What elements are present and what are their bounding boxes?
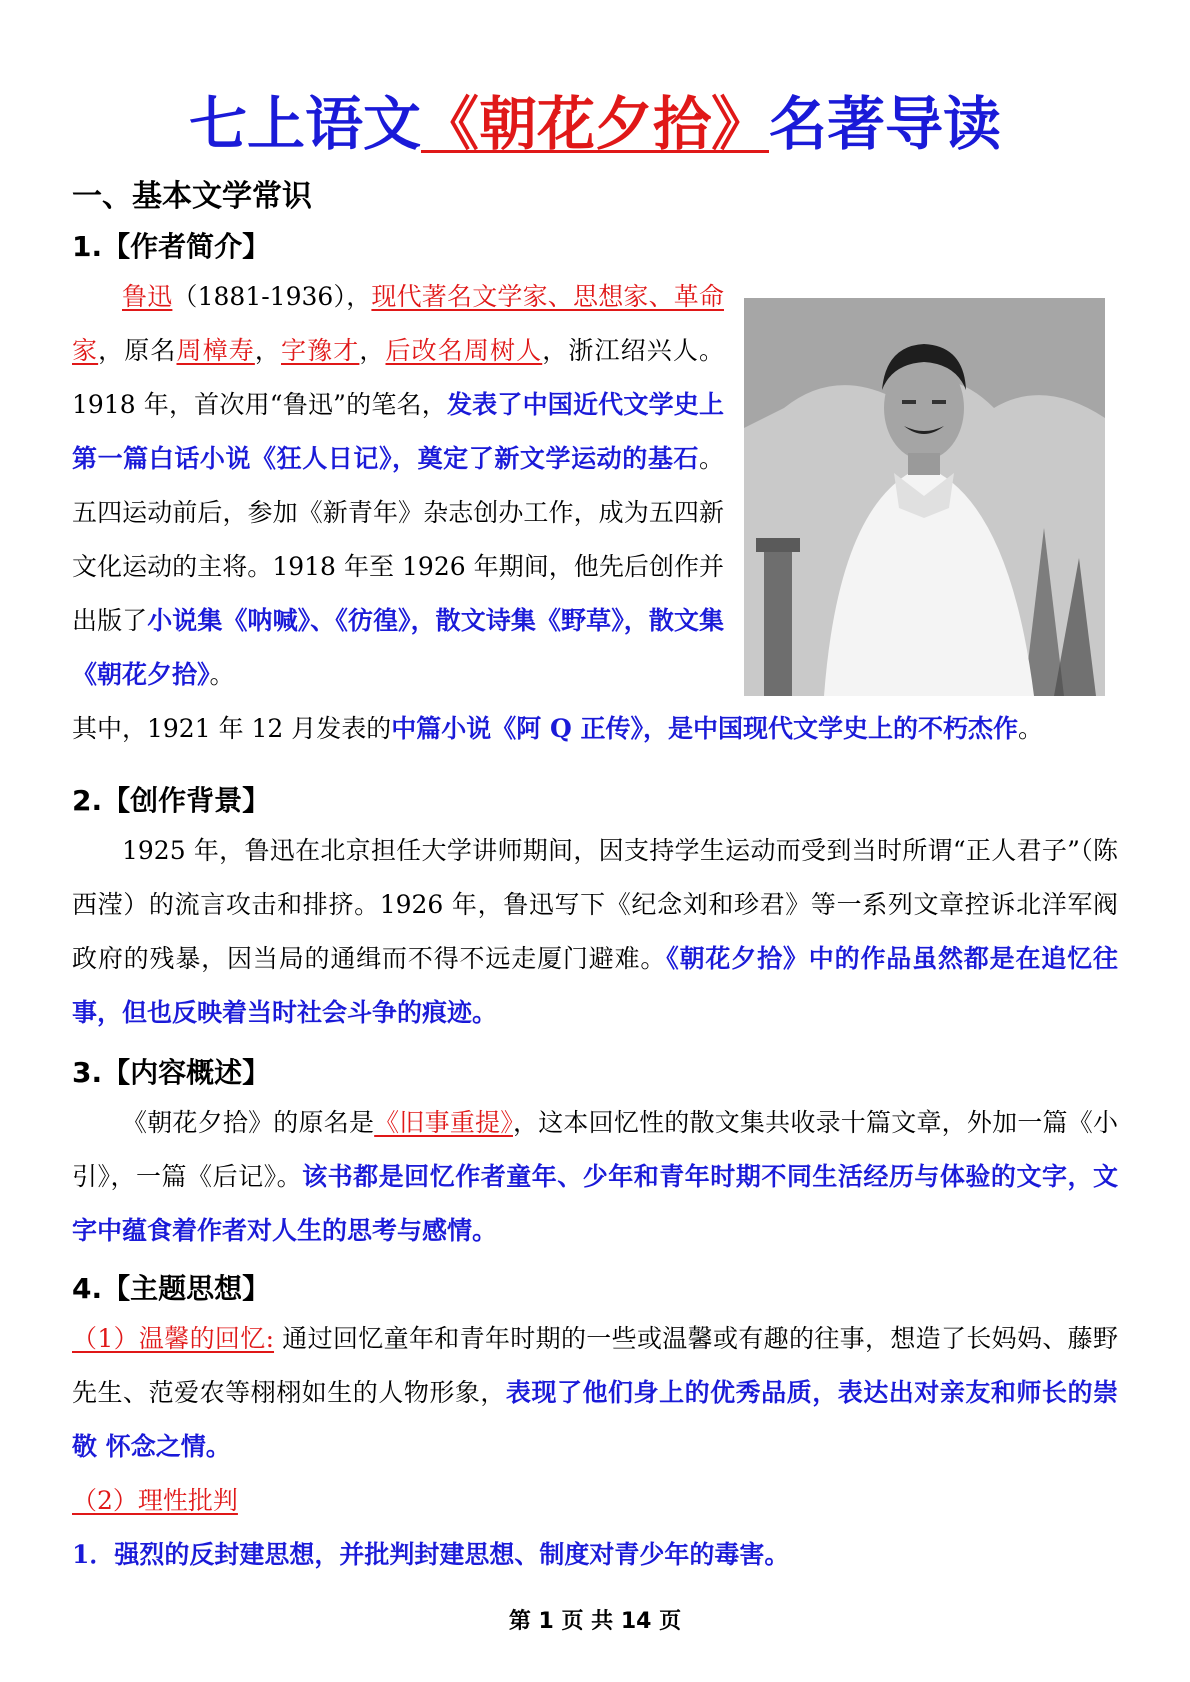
page-footer: 第 1 页 共 14 页 [508,1609,682,1634]
author-portrait [744,298,1105,696]
title-suffix: 名著导读 [769,90,1002,158]
author-highlight-3: 中篇小说《阿 Q 正传》，是中国现代文学史上的不朽杰作 [391,714,1018,743]
author-paragraph-end: 其中，1921 年 12 月发表的中篇小说《阿 Q 正传》，是中国现代文学史上的不朽杰作。 [72,714,1043,743]
theme-section-2 [72,1474,1118,1528]
section-heading-basic: 一、基本文学常识 [72,179,312,214]
author-highlight-2: 小说集《呐喊》、《彷徨》，散文诗集《野草》，散文集《朝花夕拾》 [72,606,724,689]
title-prefix: 七上语文 [188,90,421,158]
portrait-illustration [744,298,1105,696]
theme-label-2: （2）理性批判 [72,1486,238,1515]
page-title [0,88,1190,160]
theme-highlight-1: 表现了他们身上的优秀品质，表达出对亲友和师长的崇敬 怀念之情。 [72,1378,1118,1461]
theme-section-1: （1）温馨的回忆: 通过回忆童年和青年时期的一些或温馨或有趣的往事，想造了长妈妈、藤野先生、范爱农等栩栩如生的人物形象，表现了他们身上的优秀品质，表达出对亲友和师长的崇敬 怀念之情。 [72,1324,1118,1461]
heading-theme: 4.【主题思想】 [72,1272,271,1305]
heading-summary: 3.【内容概述】 [72,1056,271,1089]
summary-highlight: 该书都是回忆作者童年、少年和青年时期不同生活经历与体验的文字，文字中蕴食着作者对人生的思考与感情。 [72,1162,1118,1245]
author-highlight-1: 发表了中国近代文学史上第一篇白话小说《狂人日记》，奠定了新文学运动的基石 [72,390,724,473]
title-book: 《朝花夕拾》 [420,90,769,158]
original-title: 《旧事重提》 [374,1108,513,1137]
later-name: 后改名周树人 [385,336,543,365]
heading-background: 2.【创作背景】 [72,784,271,817]
courtesy-name: 字豫才 [281,336,360,365]
background-paragraph: 1925 年，鲁迅在北京担任大学讲师期间，因支持学生运动而受到当时所谓“正人君子”（陈西滢）的流言攻击和排挤。1926 年，鲁迅写下《纪念刘和珍君》等一系列文章控诉北洋军阀政府的残暴，因当局的通缉而不得不远走厦门避难。《朝花夕拾》中的作品虽然都是在追忆往事，但也反映着当时社会斗争的痕迹。 [72,836,1118,1027]
theme-label-1: （1）温馨的回忆: [72,1324,275,1353]
author-title: 现代著名文学家、思想家、革命家 [72,282,724,365]
original-name: 周樟寿 [176,336,255,365]
author-name: 鲁迅 [122,282,173,311]
background-highlight: 《朝花夕拾》中的作品虽然都是在追忆往事，但也反映着当时社会斗争的痕迹。 [72,944,1118,1027]
theme-item-1: 1．强烈的反封建思想，并批判封建思想、制度对青少年的毒害。 [72,1540,790,1569]
author-paragraph: 鲁迅（1881-1936），现代著名文学家、思想家、革命家，原名周樟寿，字豫才，后改名周树人，浙江绍兴人。1918 年，首次用“鲁迅”的笔名，发表了中国近代文学史上第一篇白话小说《狂人日记》，奠定了新文学运动的基石。五四运动前后，参加《新青年》杂志创办工作，成为五四新文化运动的主将。1918 年至 1926 年期间，他先后创作并出版了小说集《呐喊》、《彷徨》，散文诗集《野草》，散文集《朝花夕拾》。 [72,282,724,689]
summary-paragraph: 《朝花夕拾》的原名是《旧事重提》，这本回忆性的散文集共收录十篇文章，外加一篇《小引》，一篇《后记》。该书都是回忆作者童年、少年和青年时期不同生活经历与体验的文字，文字中蕴食着作者对人生的思考与感情。 [72,1108,1118,1245]
heading-author: 1.【作者简介】 [72,230,271,263]
